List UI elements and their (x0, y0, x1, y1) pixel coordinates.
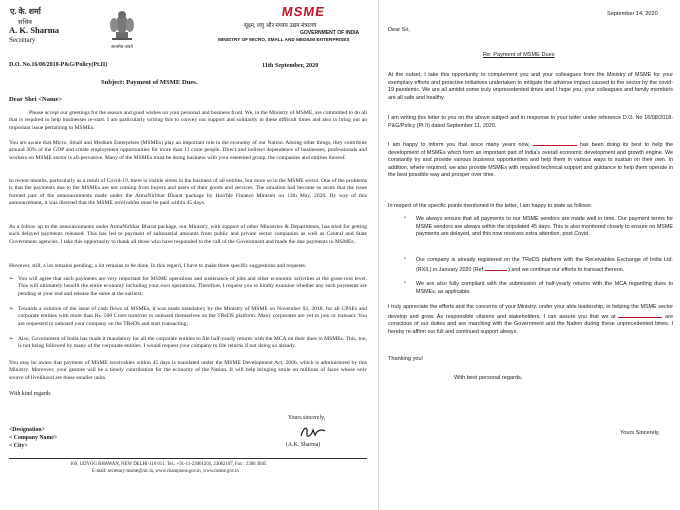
reply-point-2 (416, 257, 673, 274)
bullet-marker: • (404, 216, 406, 221)
letter-date: 11th September, 2020 (262, 62, 319, 69)
address-city: < City> (9, 443, 28, 449)
footer-divider (9, 458, 367, 459)
suggestion-2: Towards a solution of the issue of cash flows of MSMEs, it was made mandatory by the Ministry of MSME on November 02, 2018, for all CPSEs and corporate entities with more than Rs. 500 Crore turnover to onboard themselves on the TReDS platform. Many corporates are yet to join or transact. You are requested to onboard your company on the TReDS and start transacting; (18, 306, 367, 327)
letter-paragraph-5: However, still, a lot remains pending; a lot remains to be done. In this regard, I have to make three specific suggestions and requests: (9, 263, 307, 269)
signer-name: (A.K. Sharma) (286, 442, 321, 448)
reply-thanks: Thanking you! (388, 356, 424, 362)
signature-icon (298, 424, 328, 440)
emblem-motto: सत्यमेव जयते (111, 44, 133, 49)
reply-paragraph-1: At the outset, I take this opportunity to complement you and your colleagues from the Ministry of MSME for your exemplary efforts and proactive initiatives undertaken to mitigate the adverse impact caused to the sector by the covid-19 pandemic. We are all amidst some truly unprecedented times and I hope you, your colleagues and family members are all safe and healthy. (388, 72, 673, 101)
letter-paragraph-2: You are aware that Micro, Small and Medium Enterprises (MSMEs) play an important role in the economy of our Nation. Among other things, they contribute around 30% of the GDP and create employment opportunities for more than 11 crore people. Direct and indirect dependence of businesses, professionals and workers on MSME sector is all-pervasive. Many of the MSMEs must be doing business with your esteemed group, the companies and entities thereof. (9, 140, 367, 161)
signatory-title: Secretary (9, 36, 36, 44)
reply-paragraph-5 (388, 304, 673, 336)
closing: With kind regards (9, 391, 51, 397)
bullet-marker: • (404, 281, 406, 286)
footer-contacts: E-mail: secretary-msme@nic.in, www.champions.gov.in, www.msme.gov.in (92, 469, 239, 474)
reply-regards: With best personal regards, (454, 375, 523, 381)
reply-subject: Re: Payment of MSME Dues (483, 52, 555, 58)
reply-point-2-start: Our company is already registered on the TReDS platform with the Receivables Exchange of India Ltd. (RXIL) in January 2020 (Ref (416, 257, 673, 273)
company-name-blank (533, 140, 577, 146)
footer-address: 169, UDYOG BHAWAN, NEW DELHI-110 011, Tel.: +91-11-23061203, 23062107, Fax : 2306 3045 (70, 462, 267, 467)
reply-point-2-end: ) and we continue our efforts to transact thereon. (508, 266, 625, 273)
reference-blank (485, 265, 507, 271)
title-hindi: सचिव (18, 19, 32, 26)
reply-paragraph-3-end: has been doing its best to help the development of MSMEs which form an important part of India's overall economic development and growth engine. We constantly try and provide various business opportunities and help them in various ways to sustain on their own. In addition, where required, we also provide MSMEs with required technical support and guidance to help them operate in the best possible way and prosper over time. (388, 142, 674, 179)
msme-logo: MSME (280, 4, 327, 19)
name-hindi: ए. के. शर्मा (10, 7, 41, 16)
reply-paragraph-5-start: I truly appreciate the efforts and the concerns of your Ministry, under your able leadership, in helping the MSME sector develop and grow. As responsible citizens and stakeholders, I can assure you that we at (388, 304, 673, 320)
reply-point-1: We always ensure that all payments to our MSME vendors are made well in time. Our payment terms for MSME vendors are always within the stipulated 45 days. This is also monitored closely to ensure no MSME payments are delayed, and this now receives extra attention, post Covid. (416, 216, 673, 238)
suggestion-1: You will agree that such payments are very important for MSME operations and sustenance of jobs and other economic activities at the grass-root level. This will ultimately benefit the entire economy including your own operations. Therefore, I request you to kindly examine whether any such payments are pending at your end and release the same at the earliest; (18, 276, 367, 297)
ministry-hindi: सूक्ष्म, लघु और मध्यम उद्यम मंत्रालय (244, 23, 317, 29)
reply-paragraph-3 (388, 140, 673, 180)
letter-subject: Subject: Payment of MSME Dues. (101, 79, 198, 86)
address-designation: <Designation> (9, 427, 45, 433)
company-name-blank-2 (618, 312, 662, 318)
letter-paragraph-1: Please accept our greetings for the season and good wishes on your personal and business front. We, in the Ministry of MSME, are committed to do all that is required to help businesses re-start. I am particularly writing this to convey our support and solidarity in these difficult times and also to bring out an important issue pertaining to MSMEs. (9, 110, 367, 131)
letter-paragraph-6: You may be aware that payment of MSME receivables within 45 days is mandated under the MSME Development Act, 2006, which is administered by this Ministry. Moreover, your gesture will be a timely contribution for the economy of the Nation. It will help bringing smile on millions of faces whose only source of livelihood are these smaller units. (9, 360, 367, 381)
reply-date: September 14, 2020 (607, 11, 658, 17)
ministry-line1: GOVERNMENT OF INDIA (300, 30, 360, 36)
reply-point-3: We are also fully compliant with the submission of half-yearly returns with the MCA regarding dues to MSMEs, as applicable. (416, 281, 673, 295)
reply-paragraph-3-start: I am happy to inform you that since many years now, (388, 142, 530, 148)
reply-paragraph-5-end: are conscious of our duties and are marching with the Government and the Nation during these unprecedented times. I hereby re-affirm our full and continued support always. (388, 313, 674, 335)
bullet-marker: ➢ (9, 306, 14, 312)
bullet-marker: ➢ (9, 336, 14, 342)
letter-paragraph-4: As a follow up to the announcements under AtmaNirbhar Bharat package, our Ministry, with support of other Ministries & Departments, has tried for getting such delayed payments released. This has led to payment of substantial amounts from public and private sector companies as well as Central and State Government agencies. I take this opportunity to thank all those who have responded to the call of the Government and made the due payments to MSMEs. (9, 224, 367, 245)
ministry-line2: MINISTRY OF MICRO, SMALL AND MEDIUM ENTERPRISES (218, 37, 350, 42)
letter-paragraph-3: In recent months, particularly as a result of Covid-19, there is visible stress in the business of all entities, but more so in the MSME sector. One of the problems is that the payments due to the MSMEs are not coming from buyers and users of their goods and services. The situation had become so acute that the issue formed part of the announcements made under the AtmaNirbhar Bharat package by Hon'ble Finance Minister on 13th May, 2020. By way of this announcement, it was directed that the MSME receivables must be paid within 45 days. (9, 178, 367, 206)
bullet-marker: • (404, 257, 406, 262)
state-emblem-icon (102, 4, 142, 52)
signatory-name: A. K. Sharma (9, 25, 60, 35)
reference-number: D.O. No.16/08/2018-P&G/Policy(Pt.II) (9, 62, 108, 68)
reply-salutation: Dear Sir, (388, 27, 410, 33)
reply-paragraph-4: In respect of the specific points mentioned in the letter, I am happy to state as follows: (388, 203, 593, 209)
reply-yours: Yours Sincerely, (620, 430, 660, 436)
reply-paragraph-2: I am writing this letter to you on the above subject and in response to your letter under reference D.O. No 16/08/2018-P&G/Policy (Pt II) dated September 11, 2020. (388, 115, 673, 129)
reply-letter-page (380, 0, 680, 510)
letter-salutation: Dear Shri <Name> (9, 96, 63, 103)
suggestion-3: Also, Government of India has made it mandatory for all the corporate entities to file half-yearly returns with the MCA on their dues to MSMEs. This, too, is not being followed by many of the corporate entities. I would request your company to file returns if not doing so already. (18, 336, 367, 350)
yours-sincerely: Yours sincerely, (288, 415, 326, 421)
address-company: < Company Name> (9, 435, 58, 441)
bullet-marker: ➢ (9, 276, 14, 282)
